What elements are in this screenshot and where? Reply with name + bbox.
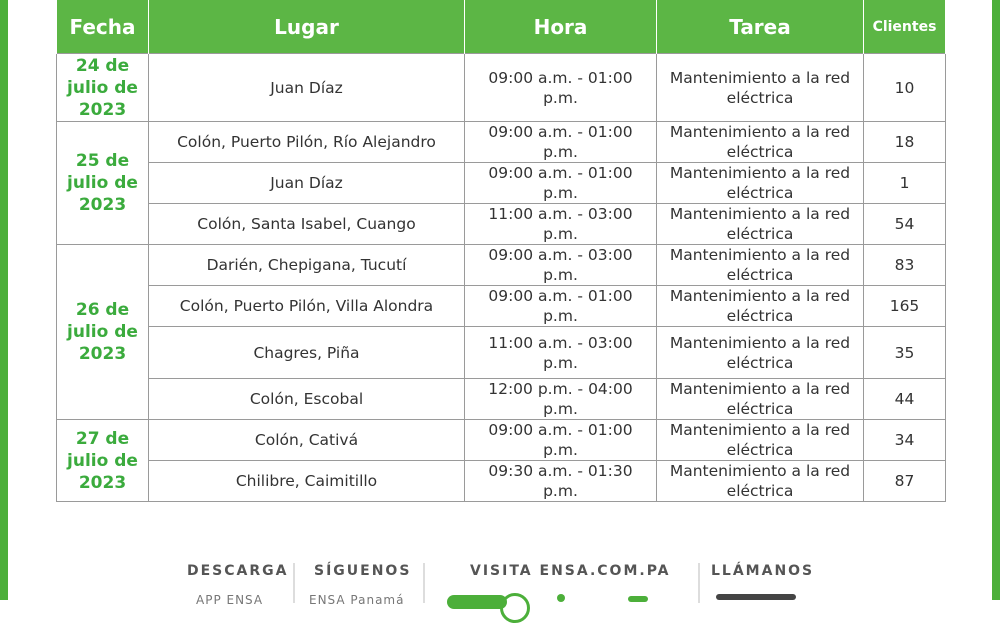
hora-cell: 09:00 a.m. - 01:00 p.m. [465, 163, 657, 204]
clientes-cell: 44 [864, 379, 946, 420]
footer-siguenos-sub[interactable]: ENSA Panamá [309, 593, 405, 607]
hora-cell: 09:00 a.m. - 01:00 p.m. [465, 420, 657, 461]
header-tarea: Tarea [657, 0, 864, 54]
table-row [57, 204, 946, 245]
header-lugar: Lugar [149, 0, 465, 54]
clientes-cell: 165 [864, 286, 946, 327]
date-cell: 26 de julio de 2023 [57, 245, 149, 420]
hora-cell: 09:30 a.m. - 01:30 p.m. [465, 461, 657, 502]
tarea-cell: Mantenimiento a la red eléctrica [657, 122, 864, 163]
lugar-cell: Darién, Chepigana, Tucutí [149, 245, 465, 286]
table-row [57, 461, 946, 502]
tarea-cell: Mantenimiento a la red eléctrica [657, 286, 864, 327]
page-frame-left [0, 0, 8, 600]
header-clientes: Clientes [864, 0, 946, 54]
hora-cell: 11:00 a.m. - 03:00 p.m. [465, 327, 657, 379]
clientes-cell: 87 [864, 461, 946, 502]
date-cell: 25 de julio de 2023 [57, 122, 149, 245]
table-row [57, 245, 946, 286]
header-fecha: Fecha [57, 0, 149, 54]
lugar-cell: Chagres, Piña [149, 327, 465, 379]
clientes-cell: 10 [864, 54, 946, 122]
tarea-cell: Mantenimiento a la red eléctrica [657, 245, 864, 286]
hora-cell: 09:00 a.m. - 01:00 p.m. [465, 286, 657, 327]
hora-cell: 11:00 a.m. - 03:00 p.m. [465, 204, 657, 245]
footer-descarga[interactable]: DESCARGA [187, 563, 289, 579]
tarea-cell: Mantenimiento a la red eléctrica [657, 379, 864, 420]
table-row [57, 420, 946, 461]
ensa-logo-pill [447, 595, 507, 609]
hora-cell: 12:00 p.m. - 04:00 p.m. [465, 379, 657, 420]
table-row [57, 327, 946, 379]
ensa-logo-circle [500, 593, 530, 623]
footer-visita[interactable]: VISITA ENSA.COM.PA [470, 563, 671, 579]
table-row [57, 379, 946, 420]
clientes-cell: 34 [864, 420, 946, 461]
table-row [57, 163, 946, 204]
clientes-cell: 18 [864, 122, 946, 163]
lugar-cell: Juan Díaz [149, 54, 465, 122]
footer-llamanos[interactable]: LLÁMANOS [711, 563, 815, 579]
hora-cell: 09:00 a.m. - 01:00 p.m. [465, 122, 657, 163]
ensa-logo-dot [557, 594, 565, 602]
tarea-cell: Mantenimiento a la red eléctrica [657, 461, 864, 502]
hora-cell: 09:00 a.m. - 03:00 p.m. [465, 245, 657, 286]
lugar-cell: Chilibre, Caimitillo [149, 461, 465, 502]
lugar-cell: Colón, Cativá [149, 420, 465, 461]
page-frame-right [992, 0, 1000, 600]
footer-divider [423, 563, 425, 603]
clientes-cell: 35 [864, 327, 946, 379]
outage-schedule-table [56, 0, 946, 502]
table-row [57, 286, 946, 327]
table-row [57, 122, 946, 163]
table-row [57, 54, 946, 122]
lugar-cell: Juan Díaz [149, 163, 465, 204]
ensa-logo-bar [628, 596, 648, 602]
lugar-cell: Colón, Escobal [149, 379, 465, 420]
tarea-cell: Mantenimiento a la red eléctrica [657, 54, 864, 122]
lugar-cell: Colón, Santa Isabel, Cuango [149, 204, 465, 245]
tarea-cell: Mantenimiento a la red eléctrica [657, 163, 864, 204]
phone-number-partial [716, 594, 796, 600]
hora-cell: 09:00 a.m. - 01:00 p.m. [465, 54, 657, 122]
header-hora: Hora [465, 0, 657, 54]
tarea-cell: Mantenimiento a la red eléctrica [657, 204, 864, 245]
date-cell: 27 de julio de 2023 [57, 420, 149, 502]
footer-divider [698, 563, 700, 603]
clientes-cell: 1 [864, 163, 946, 204]
tarea-cell: Mantenimiento a la red eléctrica [657, 327, 864, 379]
clientes-cell: 83 [864, 245, 946, 286]
table-header-row [57, 0, 946, 54]
footer-descarga-sub[interactable]: APP ENSA [196, 593, 264, 607]
footer-siguenos[interactable]: SÍGUENOS [314, 563, 412, 579]
lugar-cell: Colón, Puerto Pilón, Villa Alondra [149, 286, 465, 327]
footer-divider [293, 563, 295, 603]
lugar-cell: Colón, Puerto Pilón, Río Alejandro [149, 122, 465, 163]
footer [0, 560, 1000, 607]
clientes-cell: 54 [864, 204, 946, 245]
tarea-cell: Mantenimiento a la red eléctrica [657, 420, 864, 461]
date-cell: 24 de julio de 2023 [57, 54, 149, 122]
